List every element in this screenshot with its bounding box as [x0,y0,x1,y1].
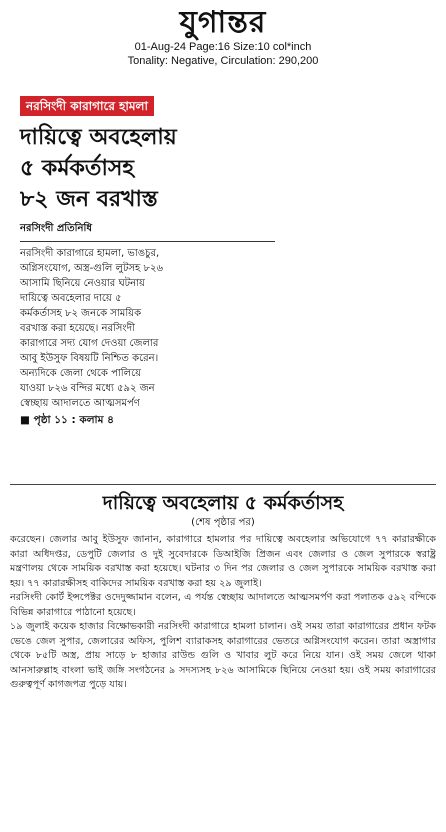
paragraph: নরসিংদী কোর্ট ইন্সপেক্টর ওদেদুজ্জামান বলেন, এ পর্যন্ত স্বেচ্ছায় আদালতে আত্মসমর্পণ করা পলাতক ৫৯২ বন্দিকে বিভিন্ন কারাগারে পাঠানো হয়েছে। [10,592,436,618]
continuation-body [10,533,436,693]
headline-line: দায়িত্বে অবহেলায় [20,125,177,150]
body-line: নরসিংদী কারাগারে হামলা, ভাঙচুর, [20,248,160,259]
body-line: কারাগারে সদ্য যোগ দেওয়া জেলার [20,338,159,349]
body-line: বরখাস্ত করা হয়েছে। নরসিংদী [20,323,135,334]
body-line: অন্যদিকে জেলা থেকে পালিয়ে [20,368,142,379]
continued-marker: ■ পৃষ্ঠা ১১ : কলাম ৪ [20,414,114,426]
newspaper-logo: যুগান্তর [179,5,267,40]
article-body [20,246,275,411]
headline [20,122,275,215]
body-line: স্বেচ্ছায় আদালতে আত্মসমর্পণ [20,398,140,409]
clip-meta-line: 01-Aug-24 Page:16 Size:10 col*inch [134,41,312,53]
body-line: আসামি ছিনিয়ে নেওয়ার ঘটনায় [20,278,145,289]
kicker-label: নরসিংদী কারাগারে হামলা [20,96,154,116]
continuation-subhead: (শেষ পৃষ্ঠার পর) [191,517,255,528]
body-line: যাওয়া ৮২৬ বন্দির মধ্যে ৫৯২ জন [20,383,155,394]
continuation-headline: দায়িত্বে অবহেলায় ৫ কর্মকর্তাসহ [102,492,344,514]
masthead [0,0,446,68]
tonality-line: Tonality: Negative, Circulation: 290,200 [127,55,319,67]
headline-line: ৫ কর্মকর্তাসহ [20,156,134,181]
paragraph: করেছেন। জেলার আবু ইউসুফ জানান, কারাগারে হামলার পর দায়িত্বে অবহেলার অভিযোগে ৭৭ কারারক্ষীকে কারা অধিদপ্তর, ডেপুটি জেলার ও দুই সুবেদারকে ডিআইজি প্রিজন এবং জেলার ও জেল সুপারকে স্বরাষ্ট্র মন্ত্রণালয় থেকে সাময়িক বরখাস্ত করা হয়েছে। ঘটনার ৩ দিন পর জেলার ও জেল সুপারকে সাময়িক বরখাস্ত করা হয়। ৭৭ কারারক্ষীসহ বাকিদের সাময়িক বরখাস্ত করা হয় ২৯ জুলাই। [10,534,436,589]
article-clip [20,95,275,430]
body-line: কর্মকর্তাসহ ৮২ জনকে সাময়িক [20,308,142,319]
continuation-section [10,490,436,693]
body-line: দায়িত্বে অবহেলার দায়ে ৫ [20,293,122,304]
headline-line: ৮২ জন বরখাস্ত [20,187,158,212]
body-line: আবু ইউসুফ বিষয়টি নিশ্চিত করেন। [20,353,159,364]
paragraph: ১৯ জুলাই কয়েক হাজার বিক্ষোভকারী নরসিংদী কারাগারে হামলা চালান। ওই সময় তারা কারাগারের প্রধান ফটক ভেঙে জেল সুপার, জেলারের অফিস, পুলিশ ব্যারাকসহ কারাগারের ভেতরে অগ্নিসংযোগ করেন। তারা অস্ত্রাগার থেকে ৮৫টি অস্ত্র, প্রায় সাড়ে ৮ হাজার রাউন্ড গুলি ও খাবার লুট করে নিয়ে যান। ওই সময় জেলে থাকা আনসারুল্লাহ বাংলা ভাই জঙ্গি সংগঠনের ৯ সদস্যসহ ৮২৬ আসামিকে ছিনিয়ে নেওয়া হয়। ওই সময় কারাগারের গুরুত্বপূর্ণ কাগজপত্র পুড়ে যায়। [10,621,436,690]
section-divider [10,484,436,485]
body-line: অগ্নিসংযোগ, অস্ত্র-গুলি লুটসহ ৮২৬ [20,263,163,274]
byline: নরসিংদী প্রতিনিধি [20,221,275,242]
